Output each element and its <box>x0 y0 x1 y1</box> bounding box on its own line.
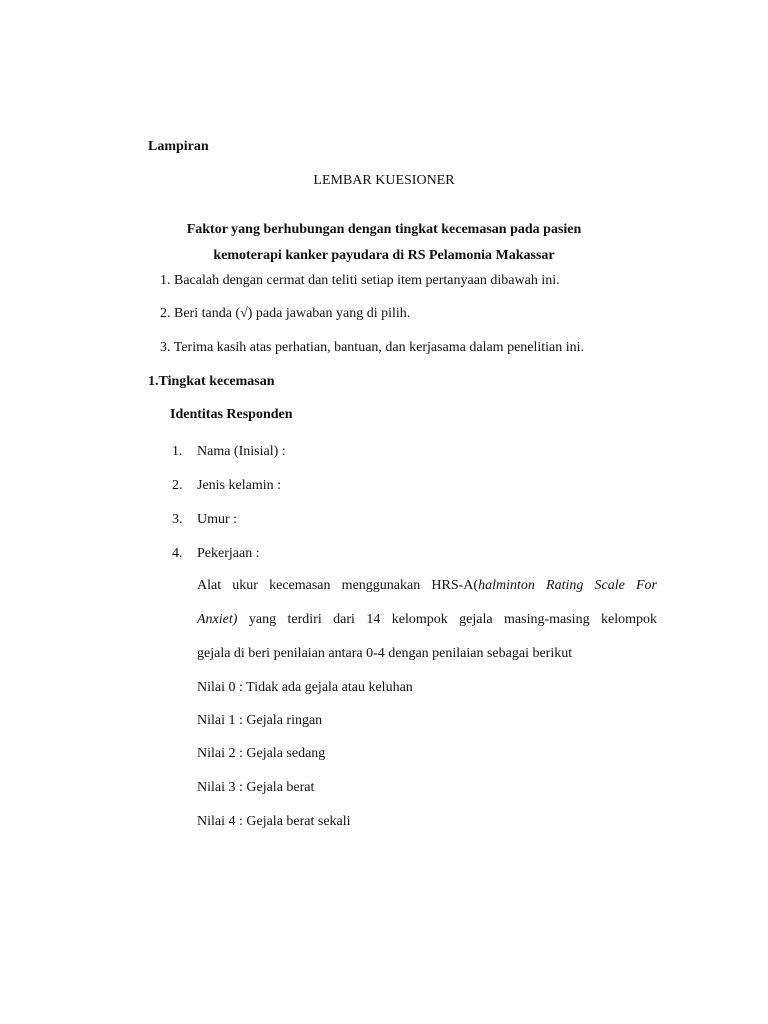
field-pekerjaan: Pekerjaan : <box>197 546 260 561</box>
subtitle-line-2: kemoterapi kanker payudara di RS Pelamonia Makassar <box>213 248 555 263</box>
score-item: Nilai 2 : Gejala sedang <box>197 746 326 761</box>
subtitle-line-1: Faktor yang berhubungan dengan tingkat kecemasan pada pasien <box>186 222 582 237</box>
field-number: 2. <box>172 478 183 493</box>
score-item: Nilai 1 : Gejala ringan <box>197 713 323 728</box>
instruction-item: 3. Terima kasih atas perhatian, bantuan, dan kerjasama dalam penelitian ini. <box>160 340 585 355</box>
field-number: 3. <box>172 512 183 527</box>
score-item: Nilai 3 : Gejala berat <box>197 780 315 795</box>
paragraph-italic-text: Anxiet) <box>197 612 238 627</box>
paragraph-text: Alat ukur kecemasan menggunakan HRS-A( <box>197 578 479 593</box>
score-item: Nilai 4 : Gejala berat sekali <box>197 814 351 829</box>
field-number: 1. <box>172 444 183 459</box>
paragraph-line-2 <box>197 611 657 629</box>
field-jenis-kelamin: Jenis kelamin : <box>197 478 281 493</box>
paragraph-italic-text: halminton Rating Scale For <box>478 578 657 593</box>
section-heading: 1.Tingkat kecemasan <box>148 374 275 389</box>
instruction-item: 2. Beri tanda (√) pada jawaban yang di pilih. <box>160 306 411 321</box>
paragraph-line-1 <box>197 577 657 595</box>
paragraph-text: yang terdiri dari 14 kelompok gejala masing-masing kelompok <box>237 612 657 627</box>
field-umur: Umur : <box>197 512 238 527</box>
lampiran-label: Lampiran <box>148 139 209 154</box>
score-item: Nilai 0 : Tidak ada gejala atau keluhan <box>197 680 413 695</box>
field-nama: Nama (Inisial) : <box>197 444 286 459</box>
field-number: 4. <box>172 546 183 561</box>
instruction-item: 1. Bacalah dengan cermat dan teliti setiap item pertanyaan dibawah ini. <box>160 273 560 288</box>
page-title: LEMBAR KUESIONER <box>313 173 455 188</box>
identitas-heading: Identitas Responden <box>170 407 293 422</box>
paragraph-line-3: gejala di beri penilaian antara 0-4 dengan penilaian sebagai berikut <box>197 646 573 661</box>
